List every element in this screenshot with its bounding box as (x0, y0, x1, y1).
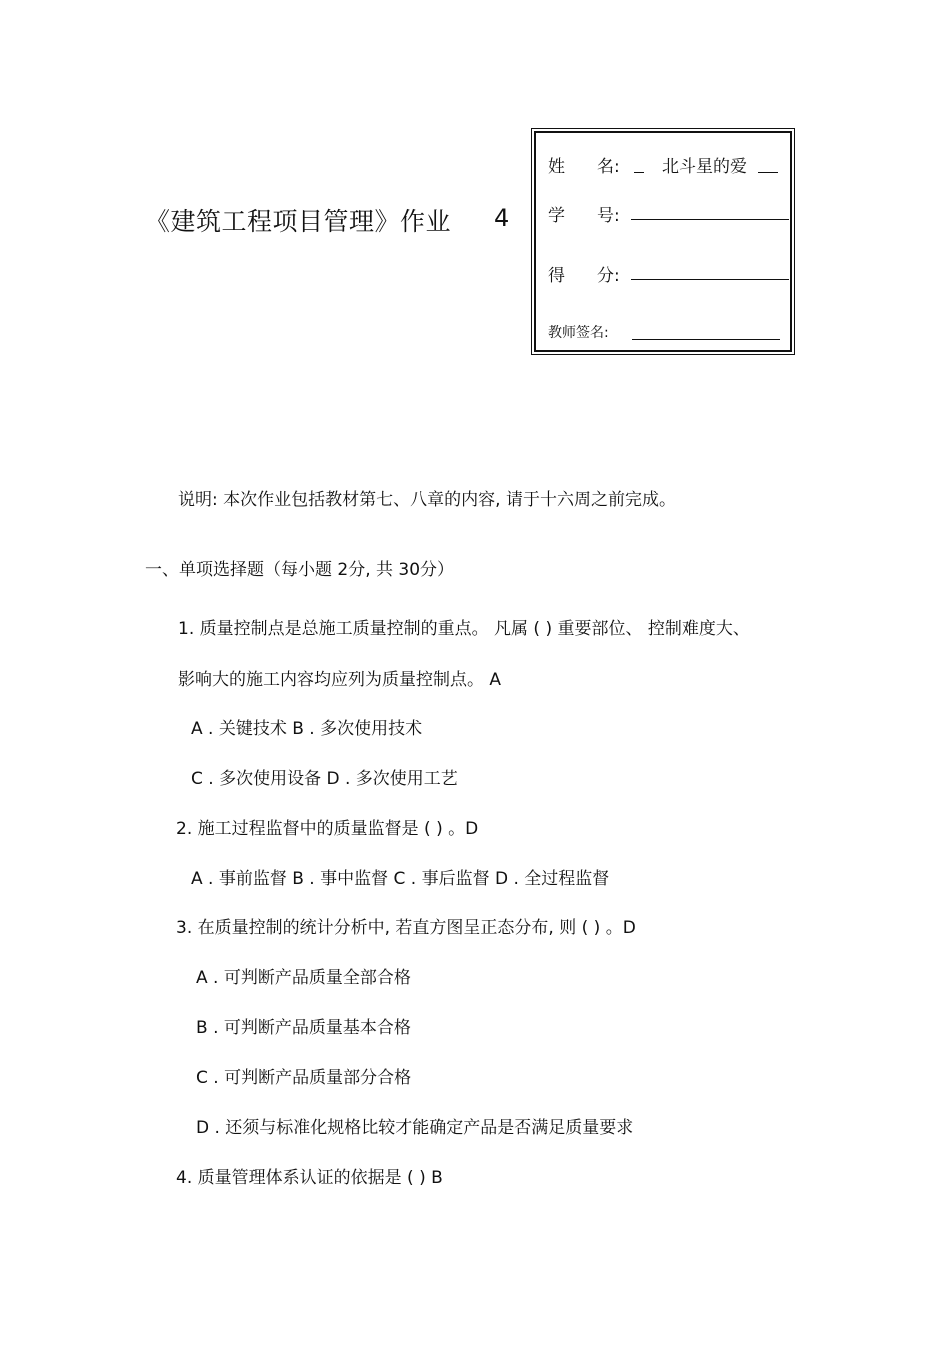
score-label-char2: 分: (597, 266, 620, 286)
document-title: 《建筑工程项目管理》作业 (145, 207, 452, 236)
assignment-number: 4 (494, 204, 510, 232)
question-1-options-row-1: A . 关键技术 B . 多次使用技术 (191, 719, 423, 739)
name-label-char2: 名: (597, 157, 620, 177)
name-label-char1: 姓 (548, 157, 565, 177)
score-label-char1: 得 (548, 266, 565, 286)
question-1-line-1: 1. 质量控制点是总施工质量控制的重点。 凡属 ( ) 重要部位、 控制难度大、 (178, 619, 750, 639)
student-id-label-char1: 学 (548, 206, 565, 226)
name-underline-left (634, 172, 644, 173)
question-4-line-1: 4. 质量管理体系认证的依据是 ( ) B (176, 1168, 443, 1188)
teacher-signature-field (632, 339, 780, 340)
question-3-option-c: C . 可判断产品质量部分合格 (196, 1068, 412, 1088)
student-id-field (631, 219, 789, 220)
teacher-signature-label: 教师签名: (548, 325, 609, 341)
question-2-options-row: A . 事前监督 B . 事中监督 C . 事后监督 D . 全过程监督 (191, 869, 610, 889)
question-3-option-b: B . 可判断产品质量基本合格 (196, 1018, 411, 1038)
question-2-line-1: 2. 施工过程监督中的质量监督是 ( ) 。D (176, 819, 479, 839)
student-id-label-char2: 号: (597, 206, 620, 226)
question-1-options-row-2: C . 多次使用设备 D . 多次使用工艺 (191, 769, 458, 789)
question-1-line-2: 影响大的施工内容均应列为质量控制点。 A (178, 670, 502, 690)
question-3-option-a: A . 可判断产品质量全部合格 (196, 968, 411, 988)
score-field (631, 279, 789, 280)
section-heading: 一、单项选择题（每小题 2分, 共 30分） (145, 560, 455, 580)
student-name-value: 北斗星的爱 (662, 157, 747, 177)
question-3-option-d: D . 还须与标准化规格比较才能确定产品是否满足质量要求 (196, 1118, 634, 1138)
question-3-line-1: 3. 在质量控制的统计分析中, 若直方图呈正态分布, 则 ( ) 。D (176, 918, 636, 938)
instructions-text: 说明: 本次作业包括教材第七、八章的内容, 请于十六周之前完成。 (178, 490, 676, 510)
name-underline-right (758, 172, 778, 173)
